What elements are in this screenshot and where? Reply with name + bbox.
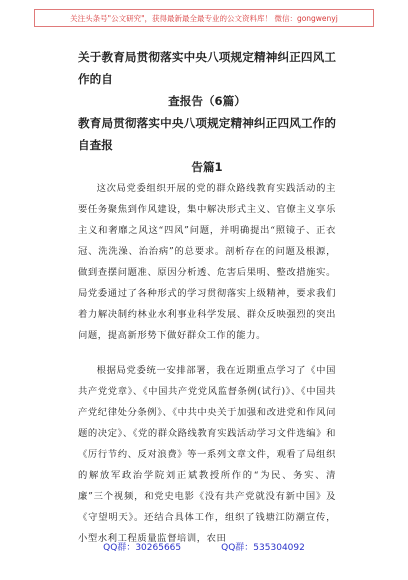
document-title-line2: 查报告（6篇） xyxy=(168,94,246,108)
section-title-line2: 告篇1 xyxy=(191,160,223,174)
footer-qq-group-2: QQ群：535304092 xyxy=(221,543,305,553)
section-title-line1: 教育局贯彻落实中央八项规定精神纠正四风工作的自查报 xyxy=(78,116,336,152)
footer xyxy=(0,540,408,553)
header-banner xyxy=(34,9,374,27)
paragraph-gap xyxy=(78,346,336,360)
document-body xyxy=(78,46,336,549)
document-title-line1: 关于教育局贯彻落实中央八项规定精神纠正四风工作的自 xyxy=(78,50,336,86)
banner-text: 关注头条号"公文研究"，获得最新最全最专业的公文资料库！ 微信：gongwenyj xyxy=(70,13,338,23)
paragraph-2: 根据局党委统一安排部署，我在近期重点学习了《中国共产党党章》、《中国共产党党风监督条例(试行)》、《中国共产党纪律处分条例》、《中共中央关于加强和改进党和作风问题的决定》、《党的群众路线教育实践活动学习文件选编》和《厉行节约、反对浪费》等一系列文章文件，观看了局组织的解放军政治学院刘正斌教授所作的“为民、务实、清廉”三个视频，和党史电影《没有共产党就没有新中国》及《守望明天》。还结合具体工作，组织了钱塘江防潮宣传，小型水利工程质量监督培训，农田 xyxy=(78,365,336,544)
paragraph-1: 这次局党委组织开展的党的群众路线教育实践活动的主要任务聚焦到作风建设，集中解决形式主义、官僚主义享乐主义和奢靡之风这“四风”问题，并明确提出“照镜子、正衣冠、洗洗澡、治治病”的总要求。剖析存在的问题及根源，做到查摆问题准、原因分析透、危害后果明、整改措施实。局党委通过了各种形式的学习贯彻落实上级精神，要求我们着力解决制约林业水利事业科学发展、群众反映强烈的突出问题，提高新形势下做好群众工作的能力。 xyxy=(78,183,336,341)
footer-qq-group-1: QQ群：30265665 xyxy=(103,543,182,553)
